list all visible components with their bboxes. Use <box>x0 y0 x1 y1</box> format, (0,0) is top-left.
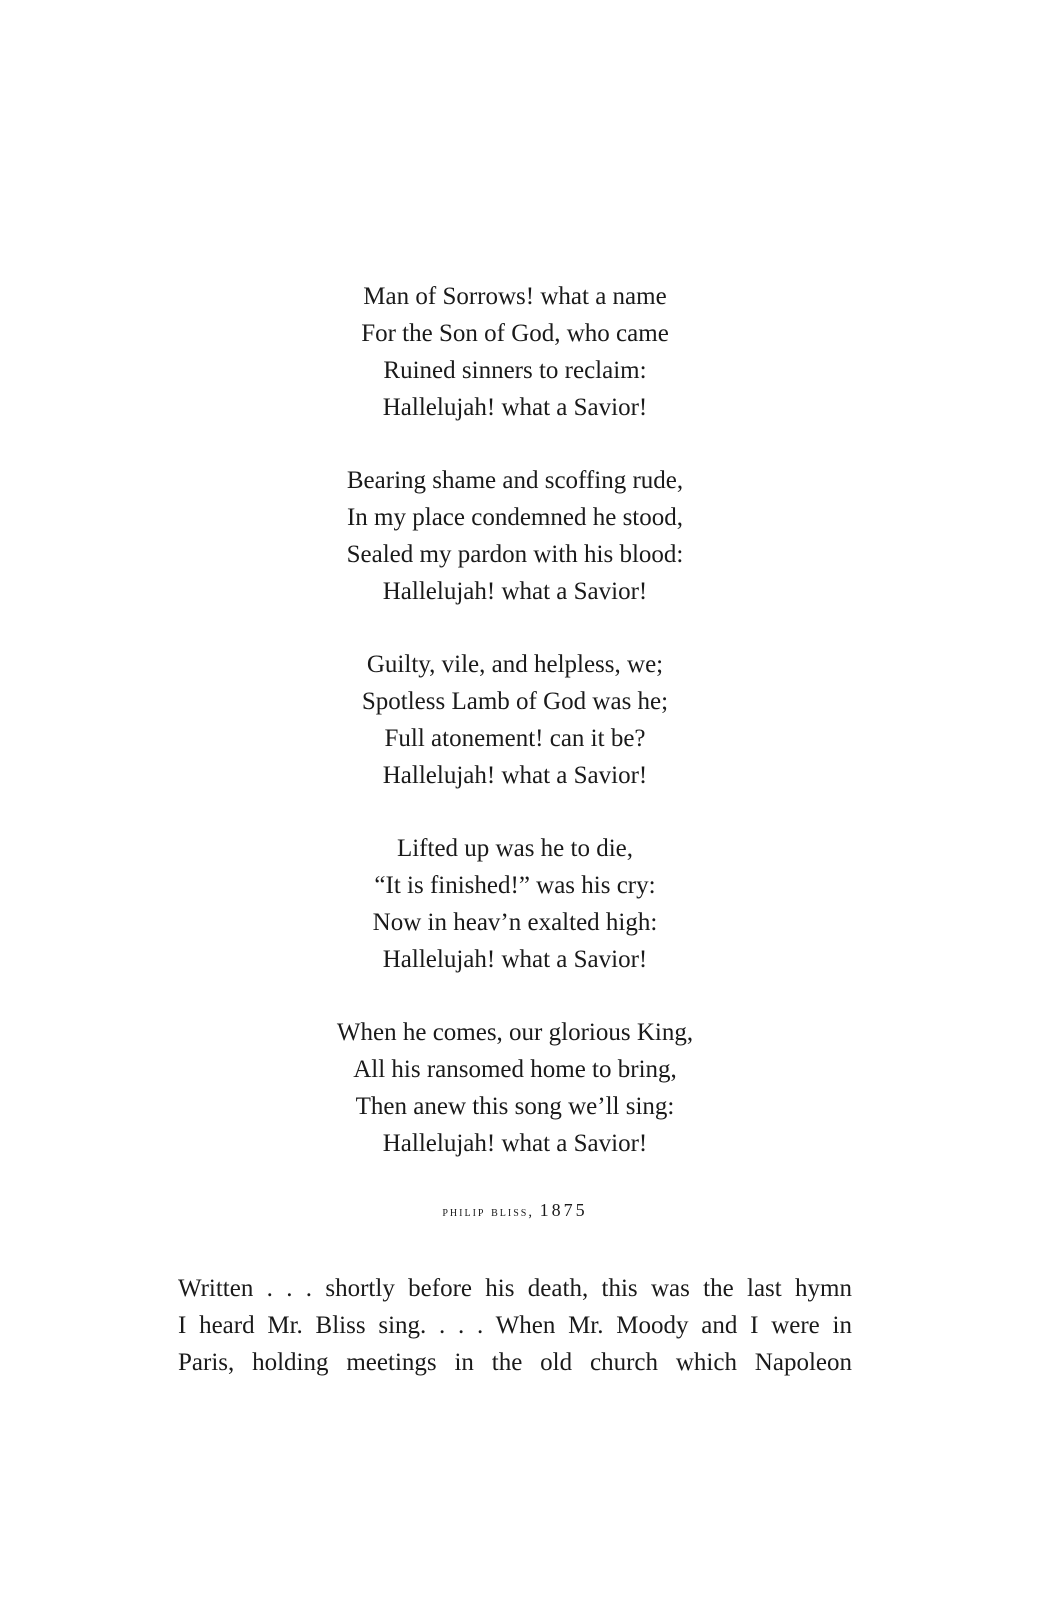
hymn-line: Spotless Lamb of God was he; <box>361 688 669 715</box>
hymn-line: All his ransomed home to bring, <box>353 1056 677 1083</box>
hymn-line: Now in heav’n exalted high: <box>372 909 658 936</box>
hymn-line: “It is finished!” was his cry: <box>374 872 656 899</box>
hymn-stanza <box>0 1014 1030 1162</box>
hymn-line: Sealed my pardon with his blood: <box>346 541 684 568</box>
hymn-line: Ruined sinners to reclaim: <box>383 357 647 384</box>
hymn-line: When he comes, our glorious King, <box>336 1019 694 1046</box>
hymn-stanza <box>0 830 1030 978</box>
hymn-attribution <box>0 1198 1030 1224</box>
hymn-line: In my place condemned he stood, <box>346 504 683 531</box>
hymn-line: Full atonement! can it be? <box>384 725 646 752</box>
prose-line: I heard Mr. Bliss sing. . . . When Mr. Moody and I were in <box>178 1312 852 1339</box>
hymn-text <box>0 278 1030 1224</box>
prose-line: Paris, holding meetings in the old church which Napoleon <box>178 1349 852 1376</box>
hymn-line: Then anew this song we’ll sing: <box>355 1093 675 1120</box>
hymn-line: Lifted up was he to die, <box>396 835 634 862</box>
prose-line: Written . . . shortly before his death, this was the last hymn <box>178 1275 852 1302</box>
attribution-author: philip bliss, <box>442 1204 534 1220</box>
hymn-stanza <box>0 462 1030 610</box>
attribution-year: 1875 <box>539 1200 588 1220</box>
hymn-line: Hallelujah! what a Savior! <box>382 394 648 421</box>
hymn-stanza <box>0 278 1030 426</box>
hymn-line: Hallelujah! what a Savior! <box>382 578 648 605</box>
hymn-line: Hallelujah! what a Savior! <box>382 1130 648 1157</box>
hymn-stanza <box>0 646 1030 794</box>
hymn-line: For the Son of God, who came <box>361 320 669 347</box>
hymn-line: Man of Sorrows! what a name <box>363 283 667 310</box>
hymn-line: Hallelujah! what a Savior! <box>382 762 648 789</box>
hymn-line: Bearing shame and scoffing rude, <box>346 467 684 494</box>
prose-paragraph <box>178 1270 852 1381</box>
hymn-line: Hallelujah! what a Savior! <box>382 946 648 973</box>
hymn-line: Guilty, vile, and helpless, we; <box>366 651 664 678</box>
